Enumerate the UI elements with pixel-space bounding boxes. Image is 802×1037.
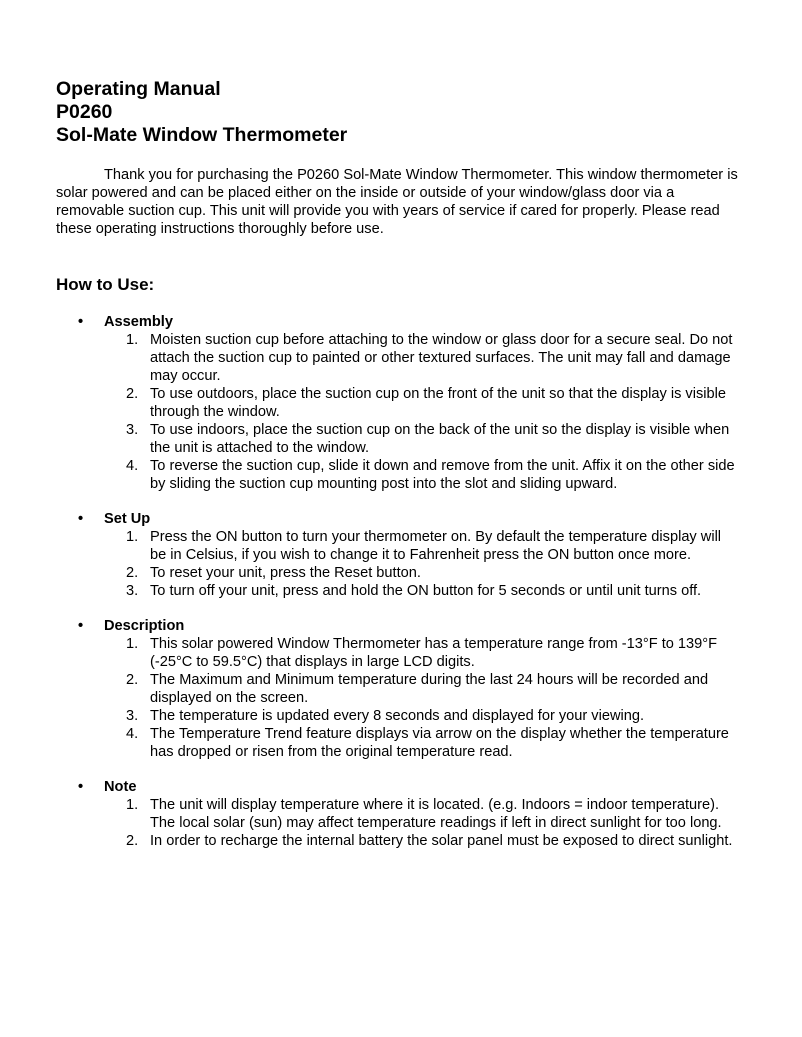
step-list bbox=[0, 635, 802, 761]
list-item bbox=[0, 635, 740, 671]
step-list bbox=[0, 331, 802, 493]
step-list bbox=[0, 796, 802, 850]
step-number: 1. bbox=[126, 332, 139, 348]
list-item bbox=[0, 832, 740, 850]
list-item bbox=[0, 796, 740, 832]
step-text: This solar powered Window Thermometer has a temperature range from -13°F to 139°F (-25°C to 59.5°C) that displays in large LCD digits. bbox=[150, 636, 718, 670]
step-text: To reset your unit, press the Reset button. bbox=[150, 565, 421, 581]
title-line-manual: Operating Manual bbox=[56, 78, 221, 100]
list-item bbox=[0, 457, 740, 493]
step-number: 3. bbox=[126, 422, 139, 438]
step-number: 1. bbox=[126, 529, 139, 545]
section-header bbox=[0, 778, 802, 796]
step-text: The Temperature Trend feature displays via arrow on the display whether the temperature has dropped or risen from the original temperature read. bbox=[150, 726, 729, 760]
step-text: The Maximum and Minimum temperature during the last 24 hours will be recorded and displayed on the screen. bbox=[150, 672, 709, 706]
step-number: 3. bbox=[126, 708, 139, 724]
intro-paragraph: Thank you for purchasing the P0260 Sol-Mate Window Thermometer. This window thermometer is solar powered and can be placed either on the inside or outside of your window/glass door via a removable suction cup. This unit will provide you with years of service if cared for properly. Please read these operating instructions thoroughly before use. bbox=[56, 167, 738, 237]
step-number: 2. bbox=[126, 672, 139, 688]
step-text: To reverse the suction cup, slide it down and remove from the unit. Affix it on the other side by sliding the suction cup mounting post into the slot and sliding upward. bbox=[150, 458, 735, 492]
section-assembly bbox=[0, 313, 802, 493]
step-number: 2. bbox=[126, 833, 139, 849]
section-title: Set Up bbox=[104, 511, 151, 527]
section-description bbox=[0, 617, 802, 761]
bullet-icon: • bbox=[78, 779, 84, 795]
step-number: 2. bbox=[126, 386, 139, 402]
step-number: 2. bbox=[126, 565, 139, 581]
list-item bbox=[0, 331, 740, 385]
list-item bbox=[0, 385, 740, 421]
section-title: Assembly bbox=[104, 314, 173, 330]
step-text: To turn off your unit, press and hold the ON button for 5 seconds or until unit turns off. bbox=[150, 583, 702, 599]
step-number: 3. bbox=[126, 583, 139, 599]
list-item bbox=[0, 707, 740, 725]
bullet-icon: • bbox=[78, 618, 84, 634]
list-item bbox=[0, 725, 740, 761]
instruction-sections bbox=[0, 313, 802, 867]
step-text: The temperature is updated every 8 seconds and displayed for your viewing. bbox=[150, 708, 645, 724]
step-text: To use indoors, place the suction cup on the back of the unit so the display is visible when the unit is attached to the window. bbox=[150, 422, 730, 456]
step-number: 4. bbox=[126, 726, 139, 742]
title-line-model: P0260 bbox=[56, 101, 113, 123]
step-number: 4. bbox=[126, 458, 139, 474]
step-number: 1. bbox=[126, 636, 139, 652]
step-text: In order to recharge the internal battery the solar panel must be exposed to direct sunlight. bbox=[150, 833, 733, 849]
list-item bbox=[0, 671, 740, 707]
section-title: Note bbox=[104, 779, 137, 795]
list-item bbox=[0, 564, 740, 582]
section-header bbox=[0, 617, 802, 635]
list-item bbox=[0, 421, 740, 457]
step-text: The unit will display temperature where it is located. (e.g. Indoors = indoor temperature). The local solar (sun) may affect temperature readings if left in direct sunlight for too long. bbox=[150, 797, 722, 831]
list-item bbox=[0, 582, 740, 600]
section-title: Description bbox=[104, 618, 185, 634]
section-set-up bbox=[0, 510, 802, 600]
step-text: Press the ON button to turn your thermometer on. By default the temperature display will be in Celsius, if you wish to change it to Fahrenheit press the ON button once more. bbox=[150, 529, 722, 563]
step-text: To use outdoors, place the suction cup on the front of the unit so that the display is visible through the window. bbox=[150, 386, 726, 420]
section-header bbox=[0, 510, 802, 528]
step-number: 1. bbox=[126, 797, 139, 813]
step-text: Moisten suction cup before attaching to the window or glass door for a secure seal. Do not attach the suction cup to painted or other textured surfaces. The unit may fall and damage may occur. bbox=[150, 332, 733, 384]
bullet-icon: • bbox=[78, 314, 84, 330]
how-to-use-heading: How to Use: bbox=[56, 275, 155, 294]
section-header bbox=[0, 313, 802, 331]
document-title bbox=[56, 78, 347, 147]
bullet-icon: • bbox=[78, 511, 84, 527]
title-line-product: Sol-Mate Window Thermometer bbox=[56, 124, 348, 146]
section-note bbox=[0, 778, 802, 850]
step-list bbox=[0, 528, 802, 600]
list-item bbox=[0, 528, 740, 564]
